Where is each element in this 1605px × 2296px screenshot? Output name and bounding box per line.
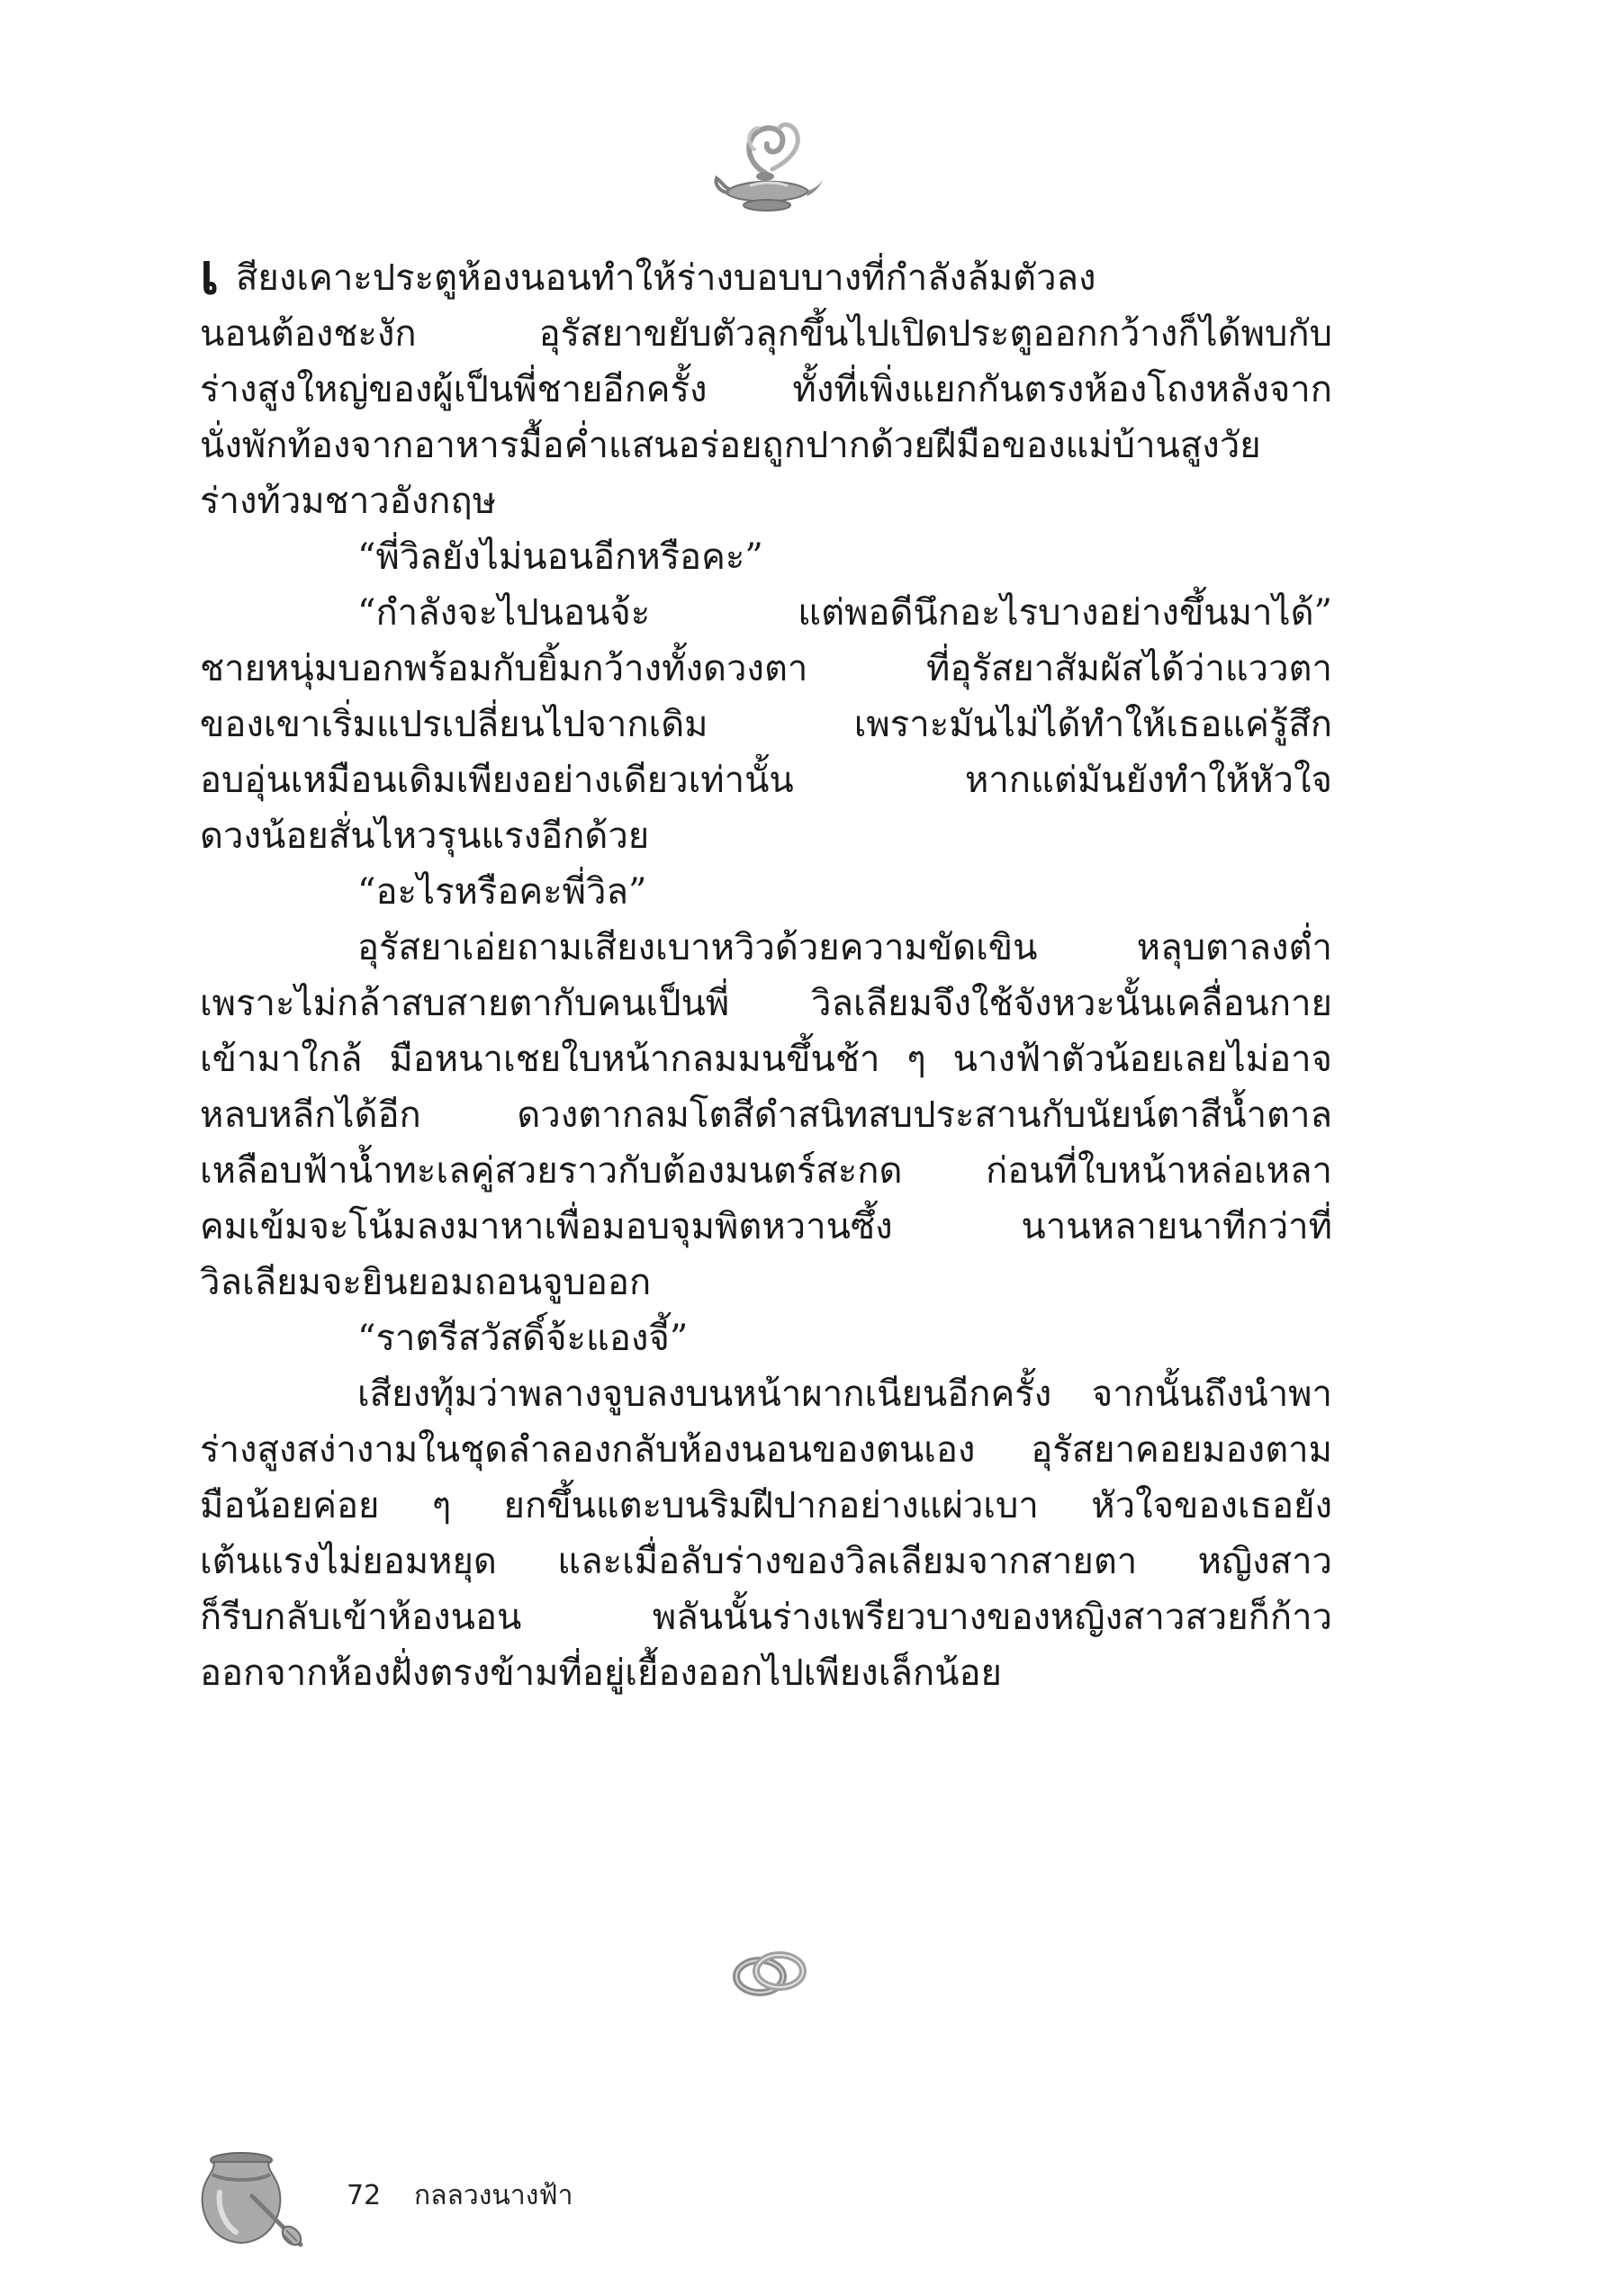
text-line-10: อบอุ่นเหมือนเดิมเพียงอย่างเดียวเท่านั้น หากแต่มันยังทำให้หัวใจ [200, 760, 1332, 801]
text-line-19: วิลเลียมจะยินยอมถอนจูบออก [200, 1262, 652, 1303]
text-line-7: “กำลังจะไปนอนจ้ะ แต่พอดีนึกอะไรบางอย่างขึ้นมาได้” [357, 592, 1332, 634]
text-line-12: “อะไรหรือคะพี่วิล” [357, 871, 647, 913]
magic-lamp-icon [709, 110, 826, 227]
text-line-5: ร่างท้วมชาวอังกฤษ [200, 481, 497, 522]
text-line-11: ดวงน้อยสั่นไหวรุนแรงอีกด้วย [200, 815, 650, 857]
text-line-24: เต้นแรงไม่ยอมหยุด และเมื่อลับร่างของวิลเลียมจากสายตา หญิงสาว [200, 1541, 1332, 1582]
text-line-6: “พี่วิลยังไม่นอนอีกหรือคะ” [357, 536, 763, 578]
text-line-14: เพราะไม่กล้าสบสายตากับคนเป็นพี่ วิลเลียมจึงใช้จังหวะนั้นเคลื่อนกาย [200, 983, 1332, 1024]
text-line-4: นั่งพักท้องจากอาหารมื้อค่ำแสนอร่อยถูกปากด้วยฝีมือของแม่บ้านสูงวัย [200, 425, 1261, 466]
text-line-3: ร่างสูงใหญ่ของผู้เป็นพี่ชายอีกครั้ง ทั้งที่เพิ่งแยกกันตรงห้องโถงหลังจาก [200, 369, 1332, 410]
text-line-13: อุรัสยาเอ่ยถามเสียงเบาหวิวด้วยความขัดเขิน หลุบตาลงต่ำ [357, 927, 1332, 968]
text-line-15: เข้ามาใกล้ มือหนาเชยใบหน้ากลมมนขึ้นช้า ๆ นางฟ้าตัวน้อยเลยไม่อาจ [200, 1039, 1332, 1080]
drop-cap: เ [200, 250, 220, 306]
rings-icon [729, 1942, 810, 2005]
text-line-2: นอนต้องชะงัก อุรัสยาขยับตัวลุกขึ้นไปเปิดประตูออกกว้างก็ได้พบกับ [200, 313, 1332, 355]
text-line-17: เหลือบฟ้าน้ำทะเลคู่สวยราวกับต้องมนตร์สะกด ก่อนที่ใบหน้าหล่อเหลา [200, 1150, 1332, 1192]
story-text [200, 250, 1332, 1933]
text-line-23: มือน้อยค่อย ๆ ยกขึ้นแตะบนริมฝีปากอย่างแผ่วเบา หัวใจของเธอยัง [200, 1485, 1332, 1526]
text-line-22: ร่างสูงสง่างามในชุดลำลองกลับห้องนอนของตนเอง อุรัสยาคอยมองตาม [200, 1429, 1332, 1471]
text-line-16: หลบหลีกได้อีก ดวงตากลมโตสีดำสนิทสบประสานกับนัยน์ตาสีน้ำตาล [200, 1094, 1332, 1136]
page-footer [189, 2142, 819, 2259]
book-title: กลลวงนางฟ้า [414, 2180, 573, 2211]
text-line-1: เสียงเคาะประตูห้องนอนทำให้ร่างบอบบางที่กำลังล้มตัวลง [200, 250, 1096, 306]
text-line-9: ของเขาเริ่มแปรเปลี่ยนไปจากเดิม เพราะมันไม่ได้ทำให้เธอแค่รู้สึก [200, 704, 1332, 745]
text-line-21: เสียงทุ้มว่าพลางจูบลงบนหน้าผากเนียนอีกครั้ง จากนั้นถึงนำพา [357, 1373, 1332, 1415]
text-line-26: ออกจากห้องฝั่งตรงข้ามที่อยู่เยื้องออกไปเพียงเล็กน้อย [200, 1652, 1002, 1694]
text-line-25: ก็รีบกลับเข้าห้องนอน พลันนั้นร่างเพรียวบางของหญิงสาวสวยก็ก้าว [200, 1597, 1332, 1638]
text-line-20: “ราตรีสวัสดิ์จ้ะแองจี้” [357, 1318, 689, 1359]
page-number: 72 [347, 2180, 382, 2211]
honey-pot-icon [189, 2142, 306, 2259]
text-line-8: ชายหนุ่มบอกพร้อมกับยิ้มกว้างทั้งดวงตา ที่อุรัสยาสัมผัสได้ว่าแววตา [200, 648, 1332, 689]
text-line-18: คมเข้มจะโน้มลงมาหาเพื่อมอบจุมพิตหวานซึ้ง นานหลายนาทีกว่าที่ [200, 1206, 1332, 1247]
